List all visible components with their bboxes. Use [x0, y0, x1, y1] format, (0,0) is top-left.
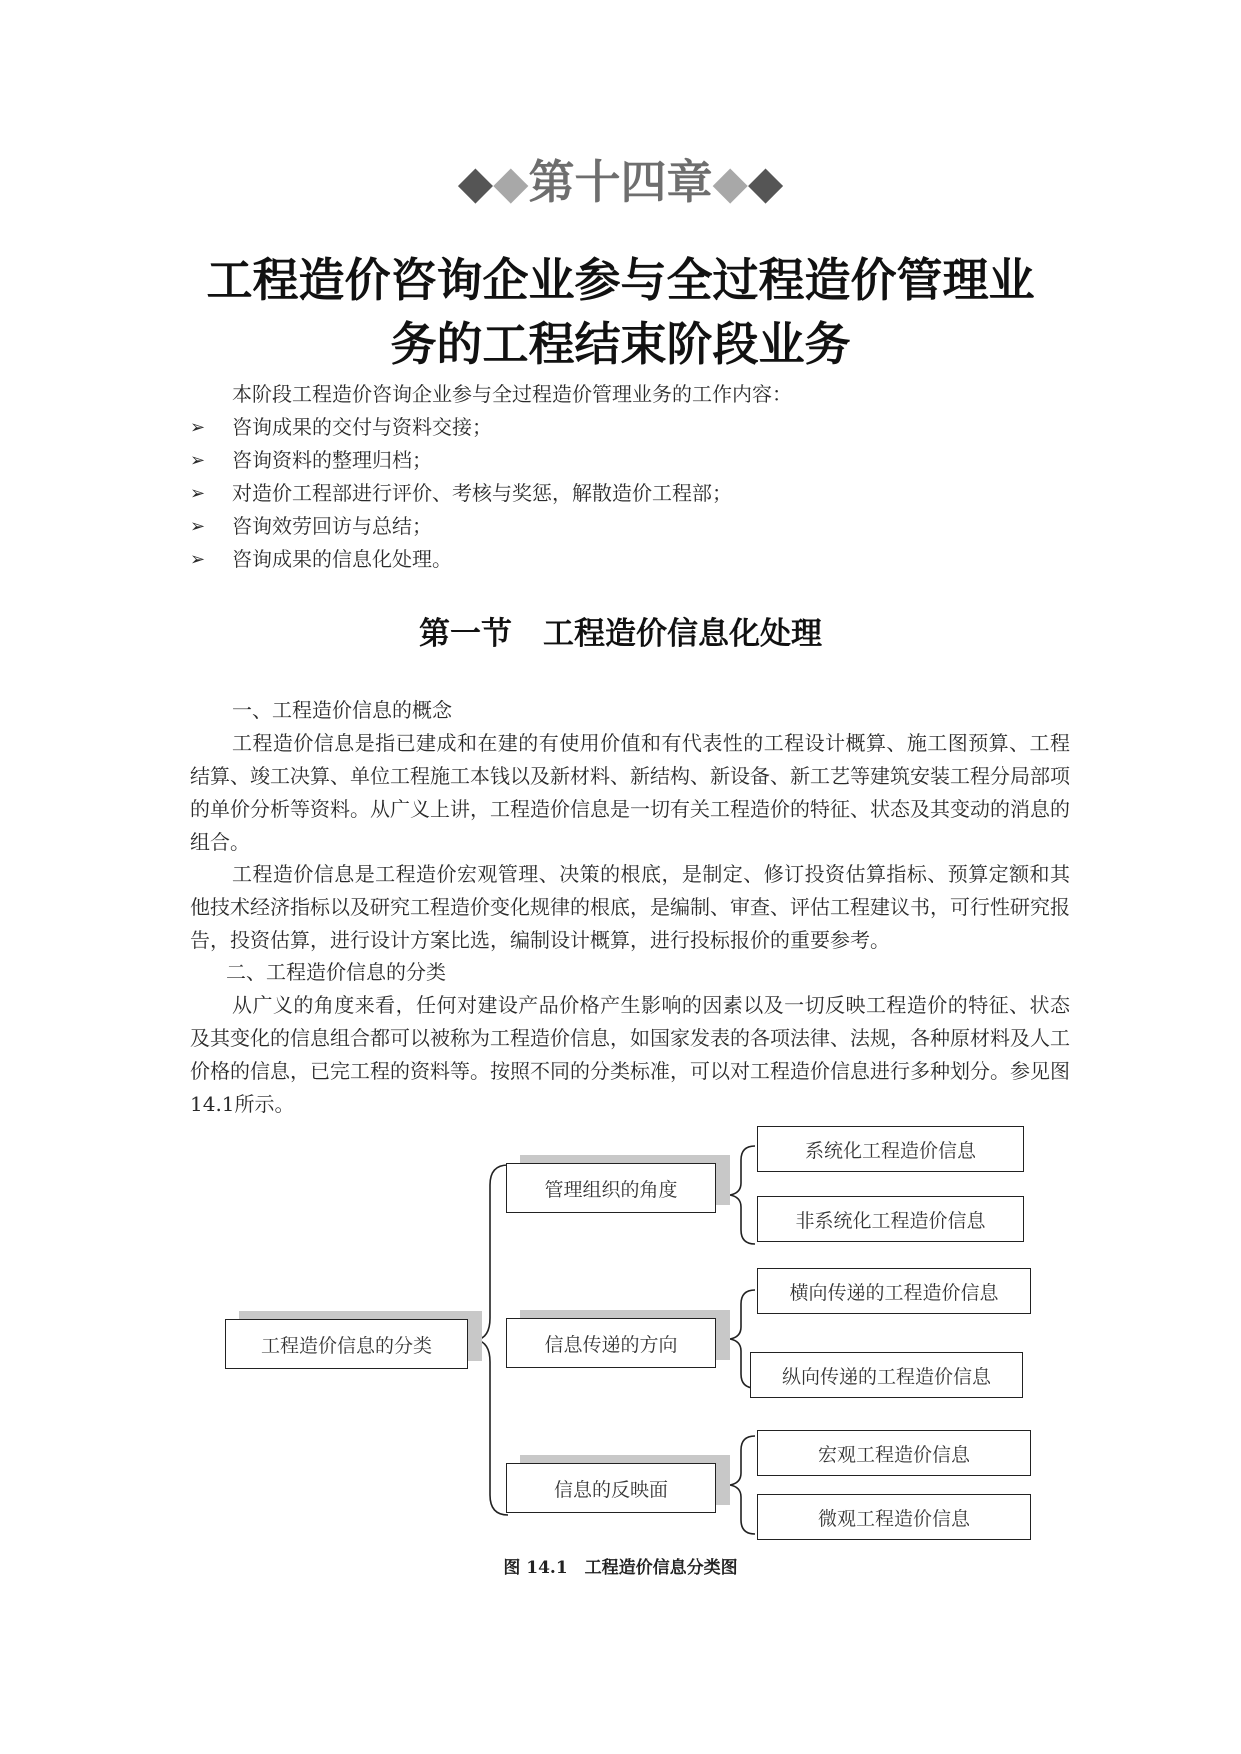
intro-paragraph: 本阶段工程造价咨询企业参与全过程造价管理业务的工作内容： — [232, 382, 792, 406]
diamond-icon: ◆ — [457, 155, 494, 209]
arrow-bullet-icon: ➢ — [190, 516, 206, 537]
diagram-leaf-node: 宏观工程造价信息 — [757, 1430, 1031, 1476]
diagram-leaf-node: 系统化工程造价信息 — [757, 1126, 1024, 1172]
diamond-icon: ◆ — [712, 155, 748, 209]
diagram-leaf-node: 横向传递的工程造价信息 — [757, 1268, 1031, 1314]
list-item: ➢ 咨询资料的整理归档； — [190, 444, 732, 477]
section-title: 第一节 工程造价信息化处理 — [419, 616, 822, 652]
diagram-root-node: 工程造价信息的分类 — [225, 1319, 468, 1369]
paragraph-concept: 工程造价信息是指已建成和在建的有使用价值和有代表性的工程设计概算、施工图预算、工程结算、竣工决算、单位工程施工本钱以及新材料、新结构、新设备、新工艺等建筑安装工程分局部项的单价分析等资料。从广义上讲，工程造价信息是一切有关工程造价的特征、状态及其变动的消息的组合。 — [190, 731, 1070, 854]
chapter-number: 第十四章 — [528, 155, 713, 209]
arrow-bullet-icon: ➢ — [190, 483, 206, 504]
diagram-branch-node: 信息的反映面 — [506, 1463, 716, 1513]
list-item: ➢ 咨询成果的交付与资料交接； — [190, 411, 732, 444]
diagram-branch-node: 管理组织的角度 — [506, 1163, 716, 1213]
diagram-leaf-node: 纵向传递的工程造价信息 — [750, 1352, 1023, 1398]
branch-brace-3 — [730, 1436, 755, 1534]
branch-brace-1 — [730, 1146, 755, 1244]
chapter-title-line-1: 工程造价咨询企业参与全过程造价管理业 — [206, 253, 1035, 307]
subheading-classification: 二、工程造价信息的分类 — [226, 960, 446, 984]
diamond-icon: ◆ — [747, 155, 784, 209]
list-item: ➢ 对造价工程部进行评价、考核与奖惩，解散造价工程部； — [190, 477, 732, 510]
arrow-bullet-icon: ➢ — [190, 417, 206, 438]
paragraph-classification: 从广义的角度来看，任何对建设产品价格产生影响的因素以及一切反映工程造价的特征、状态及其变化的信息组合都可以被称为工程造价信息，如国家发表的各项法律、法规，各种原材料及人工价格的信息，已完工程的资料等。按照不同的分类标准，可以对工程造价信息进行多种划分。参见图14.1所示。 — [190, 993, 1070, 1116]
paragraph-role: 工程造价信息是工程造价宏观管理、决策的根底，是制定、修订投资估算指标、预算定额和其他技术经济指标以及研究工程造价变化规律的根底，是编制、审查、评估工程建议书，可行性研究报告，投资估算，进行设计方案比选，编制设计概算，进行投标报价的重要参考。 — [190, 862, 1070, 952]
chapter-title-line-2: 务的工程结束阶段业务 — [390, 317, 851, 371]
arrow-bullet-icon: ➢ — [190, 450, 206, 471]
diagram-leaf-node: 非系统化工程造价信息 — [757, 1196, 1024, 1242]
subheading-concept: 一、工程造价信息的概念 — [232, 698, 452, 722]
diagram-branch-node: 信息传递的方向 — [506, 1318, 716, 1368]
diamond-icon: ◆ — [493, 155, 529, 209]
arrow-bullet-icon: ➢ — [190, 549, 206, 570]
diagram-leaf-node: 微观工程造价信息 — [757, 1494, 1031, 1540]
list-item: ➢ 咨询效劳回访与总结； — [190, 510, 732, 543]
figure-caption: 图 14.1 工程造价信息分类图 — [503, 1558, 738, 1578]
list-item: ➢ 咨询成果的信息化处理。 — [190, 543, 732, 576]
